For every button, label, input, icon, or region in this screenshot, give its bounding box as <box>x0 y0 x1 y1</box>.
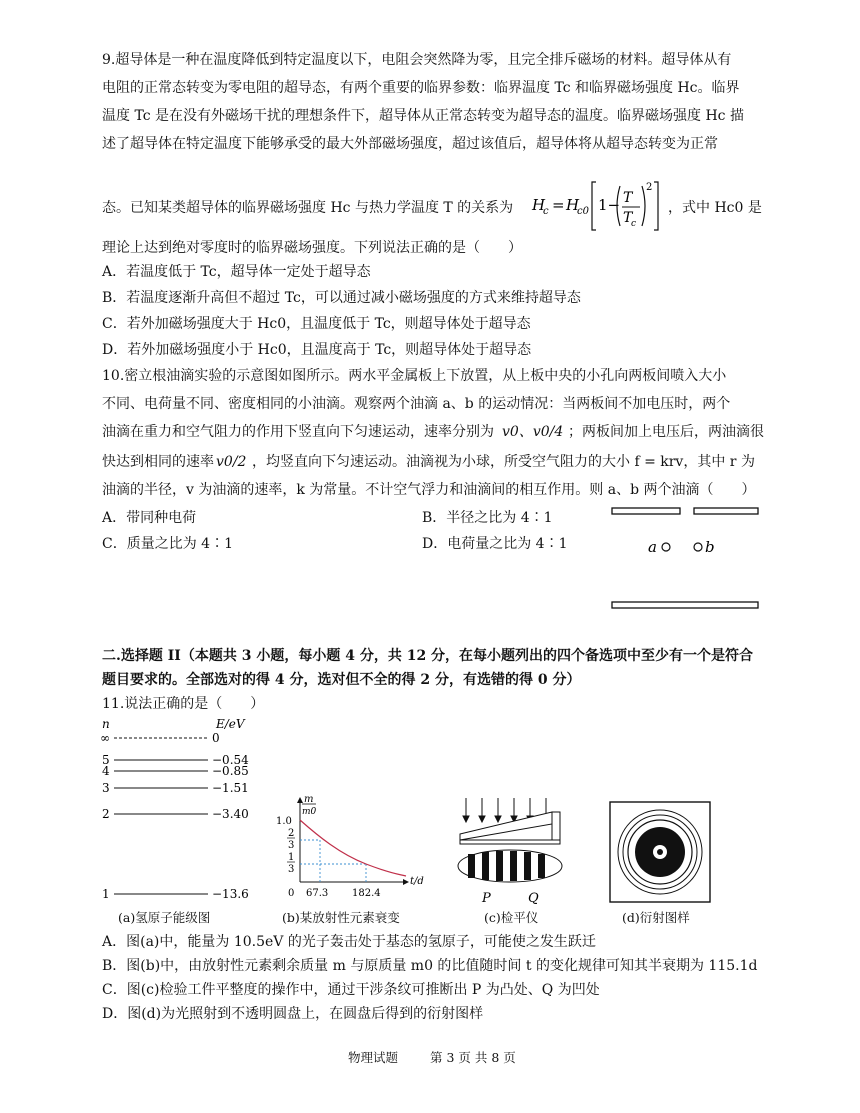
caption-d: (d)衍射图样 <box>622 910 690 925</box>
section2-heading-line-1: 二.选择题 II（本题共 3 小题，每小题 4 分，共 12 分，在每小题列出的四个备选项中至少有一个是符合 <box>102 648 754 664</box>
level-e-1: −13.6 <box>212 887 249 901</box>
svg-text:2: 2 <box>646 182 653 193</box>
q9-line-4: 述了超导体在特定温度下能够承受的最大外部磁场强度，超过该值后，超导体将从超导态转变为正常 <box>102 136 718 152</box>
decay-ytick-2-den: 3 <box>288 840 295 851</box>
q10-option-c: C．质量之比为 4∶1 <box>102 536 233 552</box>
q9-option-c: C．若外加磁场强度大于 Hc0，且温度低于 Tc，则超导体处于超导态 <box>102 316 531 332</box>
q11-option-c: C．图(c)检验工件平整度的操作中，通过干涉条纹可推断出 P 为凸处、Q 为凹处 <box>102 982 600 998</box>
level-e-3: −1.51 <box>212 781 249 795</box>
millikan-apparatus-diagram <box>608 504 764 614</box>
drop-b-label: b <box>705 538 715 556</box>
upper-plate-right <box>694 508 758 514</box>
decay-xtick-0: 0 <box>288 888 295 899</box>
decay-y-label-bottom: m0 <box>302 807 317 817</box>
q9-option-d: D．若外加磁场强度小于 Hc0，且温度高于 Tc，则超导体处于超导态 <box>102 342 532 358</box>
q10-line-4a: 快达到相同的速率 <box>102 454 214 470</box>
section2-heading-line-2: 题目要求的。全部选对的得 4 分，选对但不全的得 2 分，有选错的得 0 分） <box>102 672 581 688</box>
lower-plate <box>612 602 758 608</box>
level-n-3: 3 <box>102 781 110 795</box>
decay-xtick-1: 67.3 <box>306 888 329 899</box>
level-n-4: 4 <box>102 764 110 778</box>
footer-subject: 物理试题 <box>348 1050 399 1065</box>
q9-line-5b: ，式中 Hc0 是 <box>668 200 762 216</box>
n-axis-label: n <box>102 717 110 731</box>
q10-option-b: B．半径之比为 4∶1 <box>422 510 553 526</box>
svg-text:c: c <box>543 206 549 217</box>
decay-ytick-3-num: 1 <box>288 852 295 863</box>
q11-option-a: A．图(a)中，能量为 10.5eV 的光子轰击处于基态的氢原子，可能使之发生跃迁 <box>102 934 596 950</box>
level-n-5: 5 <box>102 753 110 767</box>
q9-line-1: 9.超导体是一种在温度降低到特定温度以下，电阻会突然降为零，且完全排斥磁场的材料。超导体从有 <box>102 52 732 68</box>
svg-text:1−: 1− <box>598 196 621 214</box>
q10-line-1: 10.密立根油滴实验的示意图如图所示。两水平金属板上下放置，从上板中央的小孔向两板间喷入大小 <box>102 368 727 384</box>
caption-a: (a)氢原子能级图 <box>118 910 211 925</box>
work-piece <box>460 840 560 844</box>
oil-drop-b <box>694 543 702 551</box>
svg-text:T: T <box>623 190 633 206</box>
decay-ytick-3-den: 3 <box>288 864 295 875</box>
decay-ytick-2-num: 2 <box>288 828 295 839</box>
fringe-q-label: Q <box>528 891 539 906</box>
svg-text:c0: c0 <box>577 206 589 217</box>
fringe-p-label: P <box>482 891 491 906</box>
decay-x-label: t/d <box>410 876 424 887</box>
decay-y-label-top: m <box>304 794 314 805</box>
q10-line-3c: ；两板间加上电压后，两油滴很 <box>568 424 764 440</box>
flatness-tester-diagram <box>452 796 572 906</box>
energy-level-diagram <box>96 714 256 904</box>
svg-text:H: H <box>566 196 580 214</box>
decay-xtick-2: 182.4 <box>352 888 381 899</box>
wedge-glass <box>460 812 552 840</box>
q10-line-5: 油滴的半径，v 为油滴的速率，k 为常量。不计空气浮力和油滴间的相互作用。则 a、b 两个油滴（ ） <box>102 482 756 498</box>
upper-plate-left <box>612 508 680 514</box>
q9-line-5a: 态。已知某类超导体的临界磁场强度 Hc 与热力学温度 T 的关系为 <box>102 200 514 216</box>
q10-line-2: 不同、电荷量不同、密度相同的小油滴。观察两个油滴 a、b 的运动情况：当两板间不加电压时，两个 <box>102 396 731 412</box>
energy-axis-label: E/eV <box>216 717 245 731</box>
decay-curve <box>300 820 406 876</box>
diffraction-pattern-diagram <box>608 800 712 904</box>
level-e-4: −0.85 <box>212 764 249 778</box>
q9-line-2: 电阻的正常态转变为零电阻的超导态，有两个重要的临界参数：临界温度 Tc 和临界磁场强度 Hc。临界 <box>102 80 740 96</box>
q9-option-a: A．若温度低于 Tc，超导体一定处于超导态 <box>102 264 371 280</box>
level-e-5: −0.54 <box>212 753 249 767</box>
caption-c: (c)检平仪 <box>484 910 539 925</box>
svg-text:T: T <box>623 210 633 226</box>
drop-a-label: a <box>648 538 657 556</box>
decay-chart <box>270 792 430 904</box>
q10-option-d: D．电荷量之比为 4∶1 <box>422 536 568 552</box>
svg-text:=: = <box>552 196 565 214</box>
q10-line-3a: 油滴在重力和空气阻力的作用下竖直向下匀速运动，速率分别为 <box>102 424 494 440</box>
q9-formula <box>530 172 670 236</box>
level-e-2: −3.40 <box>212 807 249 821</box>
q11-stem: 11.说法正确的是（ ） <box>102 696 265 712</box>
q10-common-velocity: v0/2 <box>216 454 247 470</box>
q10-option-a: A．带同种电荷 <box>102 510 197 526</box>
svg-text:c: c <box>631 219 637 229</box>
svg-text:H: H <box>532 196 546 214</box>
footer-page-number: 第 3 页 共 8 页 <box>430 1050 516 1065</box>
oil-drop-a <box>662 543 670 551</box>
q11-option-d: D．图(d)为光照射到不透明圆盘上，在圆盘后得到的衍射图样 <box>102 1006 484 1022</box>
caption-b: (b)某放射性元素衰变 <box>282 910 400 925</box>
q9-option-b: B．若温度逐渐升高但不超过 Tc，可以通过减小磁场强度的方式来维持超导态 <box>102 290 581 306</box>
q11-option-b: B．图(b)中，由放射性元素剩余质量 m 与原质量 m0 的比值随时间 t 的变化规律可知其半衰期为 115.1d <box>102 958 758 974</box>
level-e-inf: 0 <box>212 731 220 745</box>
spacer-block <box>552 812 560 840</box>
q10-line-4c: ，均竖直向下匀速运动。油滴视为小球，所受空气阻力的大小 f = krv，其中 r 为 <box>252 454 755 470</box>
q9-line-6: 理论上达到绝对零度时的临界磁场强度。下列说法正确的是（ ） <box>102 240 522 256</box>
level-n-inf: ∞ <box>100 731 110 745</box>
decay-ytick-1: 1.0 <box>276 816 292 827</box>
q10-velocity-values: v0、v0/4 <box>502 424 564 440</box>
q9-line-3: 温度 Tc 是在没有外磁场干扰的理想条件下，超导体从正常态转变为超导态的温度。临界磁场强度 Hc 描 <box>102 108 744 124</box>
level-n-1: 1 <box>102 887 110 901</box>
level-n-2: 2 <box>102 807 110 821</box>
